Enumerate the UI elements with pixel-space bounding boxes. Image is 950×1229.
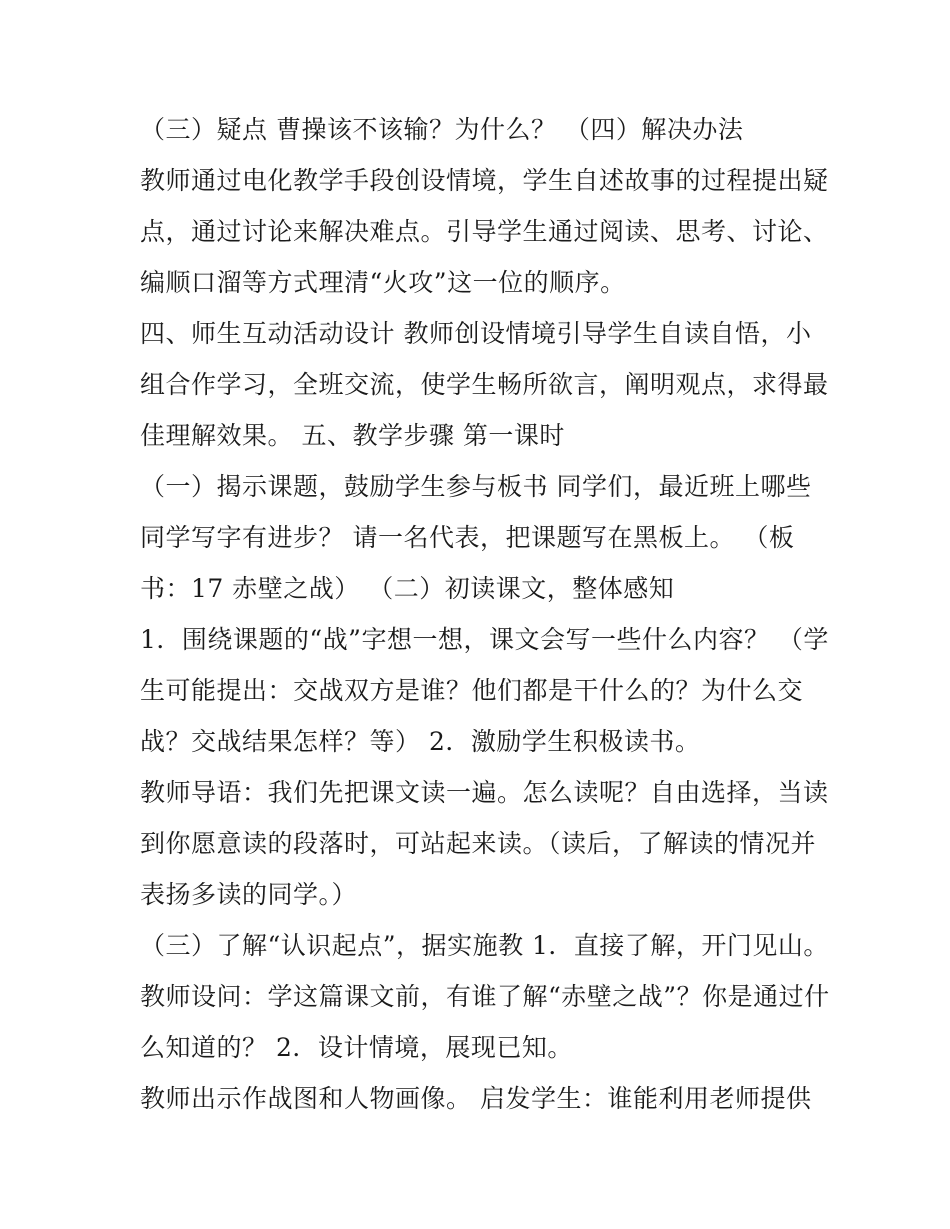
text-line-12: 生可能提出：交战双方是谁？他们都是干什么的？为什么交 — [140, 676, 804, 705]
text-line-9: 同学写字有进步？ 请一名代表，把课题写在黑板上。 （板 — [140, 523, 795, 552]
text-line-4: 编顺口溜等方式理清“火攻”这一位的顺序。 — [140, 268, 626, 297]
text-line-14: 教师导语：我们先把课文读一遍。怎么读呢？自由选择，当读 — [140, 778, 829, 807]
text-line-6: 组合作学习，全班交流，使学生畅所欲言，阐明观点，求得最 — [140, 370, 829, 399]
text-line-19: 么知道的？ 2．设计情境，展现已知。 — [140, 1033, 573, 1062]
text-line-1: （三）疑点 曹操该不该输？为什么？ （四）解决办法 — [140, 115, 744, 144]
text-line-13: 战？交战结果怎样？等） 2．激励学生积极读书。 — [140, 727, 701, 756]
text-line-2: 教师通过电化教学手段创设情境，学生自述故事的过程提出疑 — [140, 166, 829, 195]
text-line-17: （三）了解“认识起点”，据实施教 1．直接了解，开门见山。 — [140, 931, 829, 960]
text-line-18: 教师设问：学这篇课文前，有谁了解“赤壁之战”？你是通过什 — [140, 982, 830, 1011]
text-line-8: （一）揭示课题，鼓励学生参与板书 同学们，最近班上哪些 — [140, 472, 812, 501]
text-line-16: 表扬多读的同学。） — [140, 880, 358, 909]
text-line-15: 到你愿意读的段落时，可站起来读。（读后，了解读的情况并 — [140, 829, 817, 858]
text-line-10: 书：17 赤壁之战） （二）初读课文，整体感知 — [140, 574, 675, 603]
text-line-20: 教师出示作战图和人物画像。 启发学生：谁能利用老师提供 — [140, 1084, 812, 1113]
text-line-11: 1．围绕课题的“战”字想一想，课文会写一些什么内容？ （学 — [140, 625, 829, 654]
text-line-3: 点，通过讨论来解决难点。引导学生通过阅读、思考、讨论、 — [140, 217, 829, 246]
text-line-5: 四、师生互动活动设计 教师创设情境引导学生自读自悟，小 — [140, 319, 812, 348]
text-line-7: 佳理解效果。 五、教学步骤 第一课时 — [140, 421, 565, 450]
